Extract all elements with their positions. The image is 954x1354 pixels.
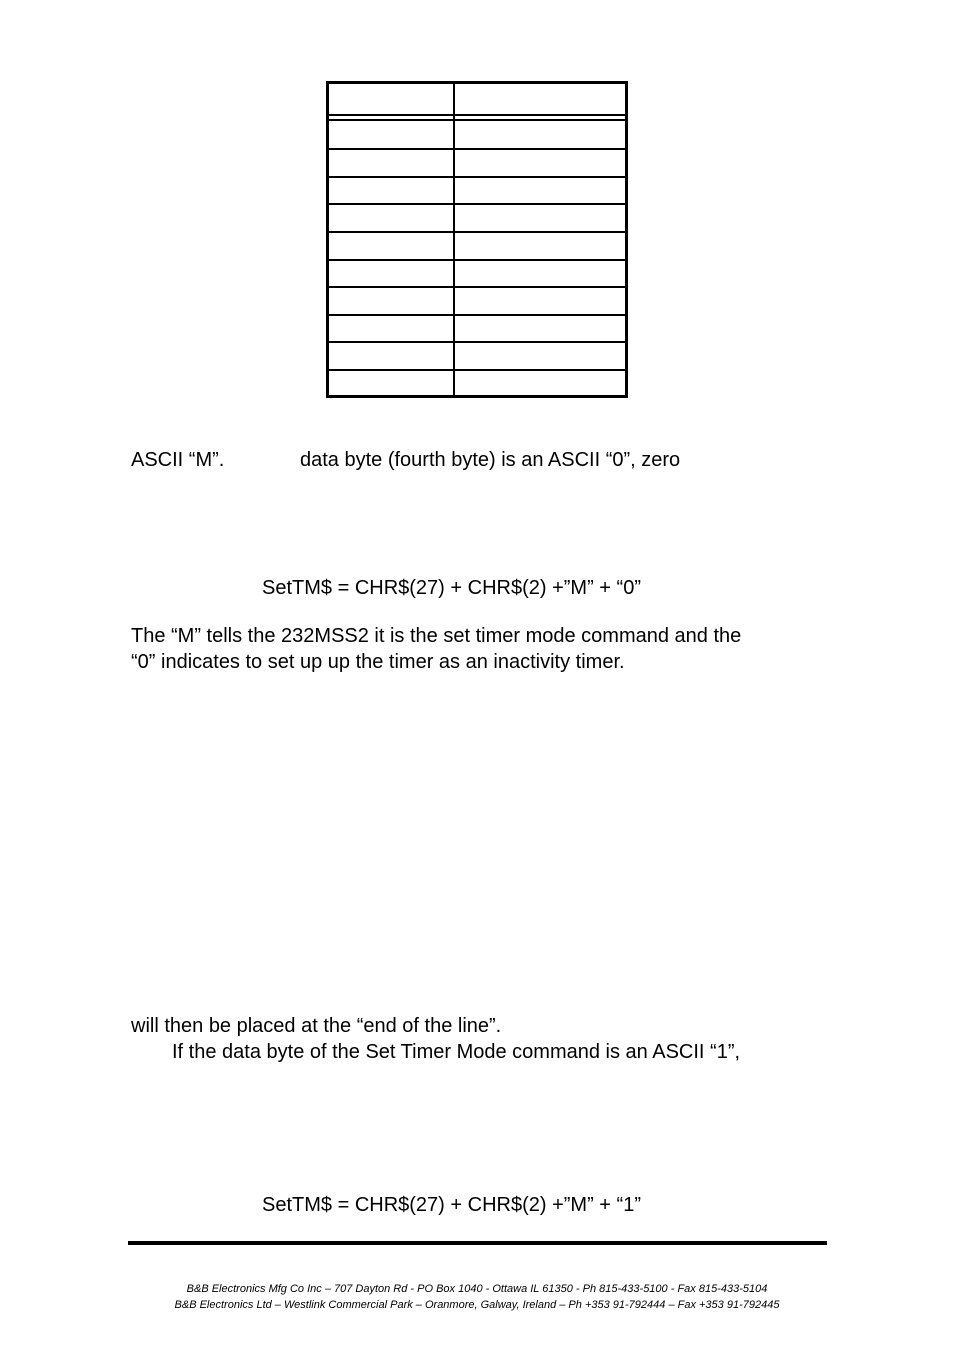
table-row-divider [329, 369, 625, 371]
code-inactivity-timer: SetTM$ = CHR$(27) + CHR$(2) +”M” + “0” [262, 577, 641, 599]
table-row-divider [329, 176, 625, 178]
footer-address-us: B&B Electronics Mfg Co Inc – 707 Dayton Rd - PO Box 1040 - Ottawa IL 61350 - Ph 815-433-5100 - Fax 815-433-5104 [186, 1283, 768, 1295]
paragraph-line: “0” indicates to set up up the timer as an inactivity timer. [131, 651, 625, 673]
paragraph-line: will then be placed at the “end of the line”. [131, 1015, 502, 1037]
ascii-m-text: ASCII “M”. [131, 449, 225, 471]
footer-divider [128, 1241, 827, 1245]
footer-address-ireland: B&B Electronics Ltd – Westlink Commercial Park – Oranmore, Galway, Ireland – Ph +353 91-792444 – Fax +353 91-792445 [174, 1299, 780, 1311]
table-row-divider [329, 203, 625, 205]
empty-table [326, 81, 628, 398]
paragraph-line: The “M” tells the 232MSS2 it is the set timer mode command and the [131, 625, 742, 647]
table-column-divider [453, 84, 455, 395]
table-header-rule [329, 119, 625, 121]
table-row-divider [329, 231, 625, 233]
table-row-divider [329, 259, 625, 261]
table-row-divider [329, 341, 625, 343]
paragraph-line: If the data byte of the Set Timer Mode command is an ASCII “1”, [172, 1041, 741, 1063]
table-row-divider [329, 148, 625, 150]
data-byte-text: data byte (fourth byte) is an ASCII “0”, zero [300, 449, 681, 471]
table-header-rule [329, 114, 625, 116]
code-mode-one: SetTM$ = CHR$(27) + CHR$(2) +”M” + “1” [262, 1194, 641, 1216]
table-row-divider [329, 286, 625, 288]
table-row-divider [329, 314, 625, 316]
